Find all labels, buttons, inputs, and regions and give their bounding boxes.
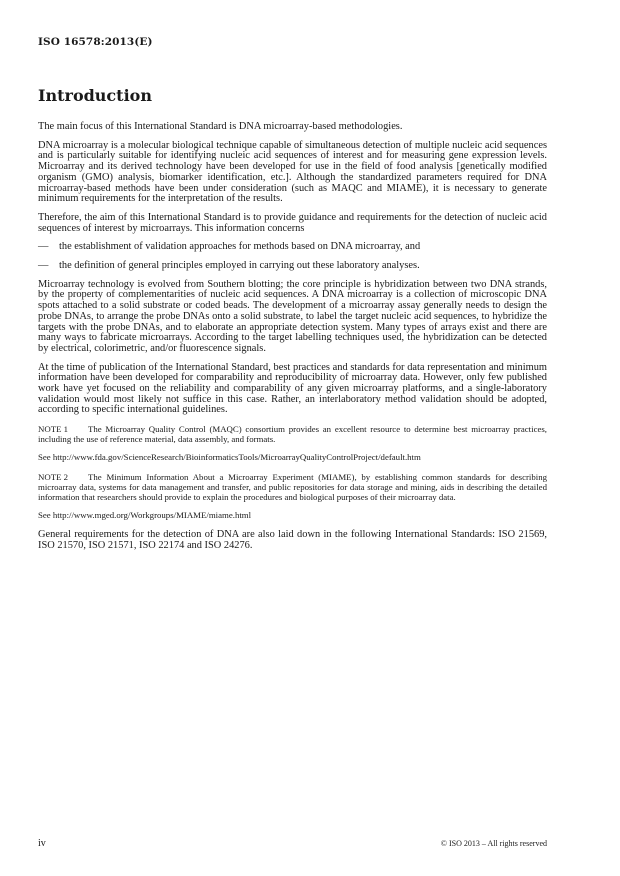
page-number: iv [38,838,46,849]
list-item-text: the establishment of validation approaches for methods based on DNA microarray, and [59,241,421,253]
paragraph-general-requirements: General requirements for the detection of DNA are also laid down in the following International Standards: ISO 21569, ISO 21570, ISO 21571, ISO 22174 and ISO 24276. [38,529,547,551]
paragraph-aim: Therefore, the aim of this International Standard is to provide guidance and requirements for the detection of nucleic acid sequences of interest by microarrays. This information concerns [38,211,547,234]
section-title: Introduction [38,86,152,105]
main-content [38,122,547,560]
note-1-label: NOTE 1 [38,424,69,435]
paragraph-microarray-definition: DNA microarray is a molecular biological technique capable of simultaneous detection of multiple nucleic acid sequences and is particularly suitable for identifying nucleic acid sequences of interest and for measuring gene expression levels. Microarray and its derived technology have been developed for use in the field of food analysis [genetically modified organism (GMO) analysis, biomarker identification, etc.]. Although the standardized parameters required for DNA microarray-based methods have been under consideration (such as MAQC and MIAME), it is necessary to generate minimum requirements for the interpretation of the results. [38,139,547,205]
note-2 [38,472,547,502]
list-item [38,242,547,253]
list-dash: — [38,260,49,272]
see-link-1[interactable]: See http://www.fda.gov/ScienceResearch/BioinformaticsTools/MicroarrayQualityControlProject/default.htm [38,452,421,463]
paragraph-publication: At the time of publication of the International Standard, best practices and standards for data representation and minimum information have been developed for comparability and reproducibility of microarray data. However, only few published work have yet focused on the reliability and comparability of any given microarray platforms, and a single-laboratory validation would most likely not suffice in this case. Rather, an interlaboratory method validation should be adopted, according to specific international guidelines. [38,361,547,416]
paragraph-technology: Microarray technology is evolved from Southern blotting; the core principle is hybridization between two DNA strands, by the property of complementarities of nucleic acid sequences. A DNA microarray is a collection of microscopic DNA spots attached to a solid substrate or coded beads. The development of a microarray assay generally needs to design the probe DNAs, to arrange the probe DNAs onto a solid substrate, to label the target nucleic acid sequences, to hybridize the targets with the probe DNAs, and to elaborate an appropriate detection system. Many types of arrays exist and there are many ways to fabricate microarrays. According to the target labelling techniques used, the hybridization can be detected by electrical, colorimetric, and/or fluorescence signals. [38,278,547,354]
note-1 [38,424,547,444]
note-2-text: The Minimum Information About a Microarray Experiment (MIAME), by establishing common standards for describing microarray data, systems for data management and transfer, and public repositories for data storage and mining, aids in describing the detailed information that researchers should provide to explain the procedures and biological purposes of their microarray data. [38,472,547,503]
note-1-text: The Microarray Quality Control (MAQC) consortium provides an excellent resource to determine best microarray practices, including the use of reference material, data assembly, and formats. [38,424,547,445]
see-link-2[interactable]: See http://www.mged.org/Workgroups/MIAME/miame.html [38,510,252,521]
document-id: ISO 16578:2013(E) [38,36,153,48]
paragraph-intro: The main focus of this International Standard is DNA microarray-based methodologies. [38,121,403,132]
list-dash: — [38,241,49,253]
note-2-label: NOTE 2 [38,472,69,483]
copyright-notice: © ISO 2013 – All rights reserved [440,839,547,848]
list-item-text: the definition of general principles employed in carrying out these laboratory analyses. [59,260,420,272]
list-item [38,261,547,272]
